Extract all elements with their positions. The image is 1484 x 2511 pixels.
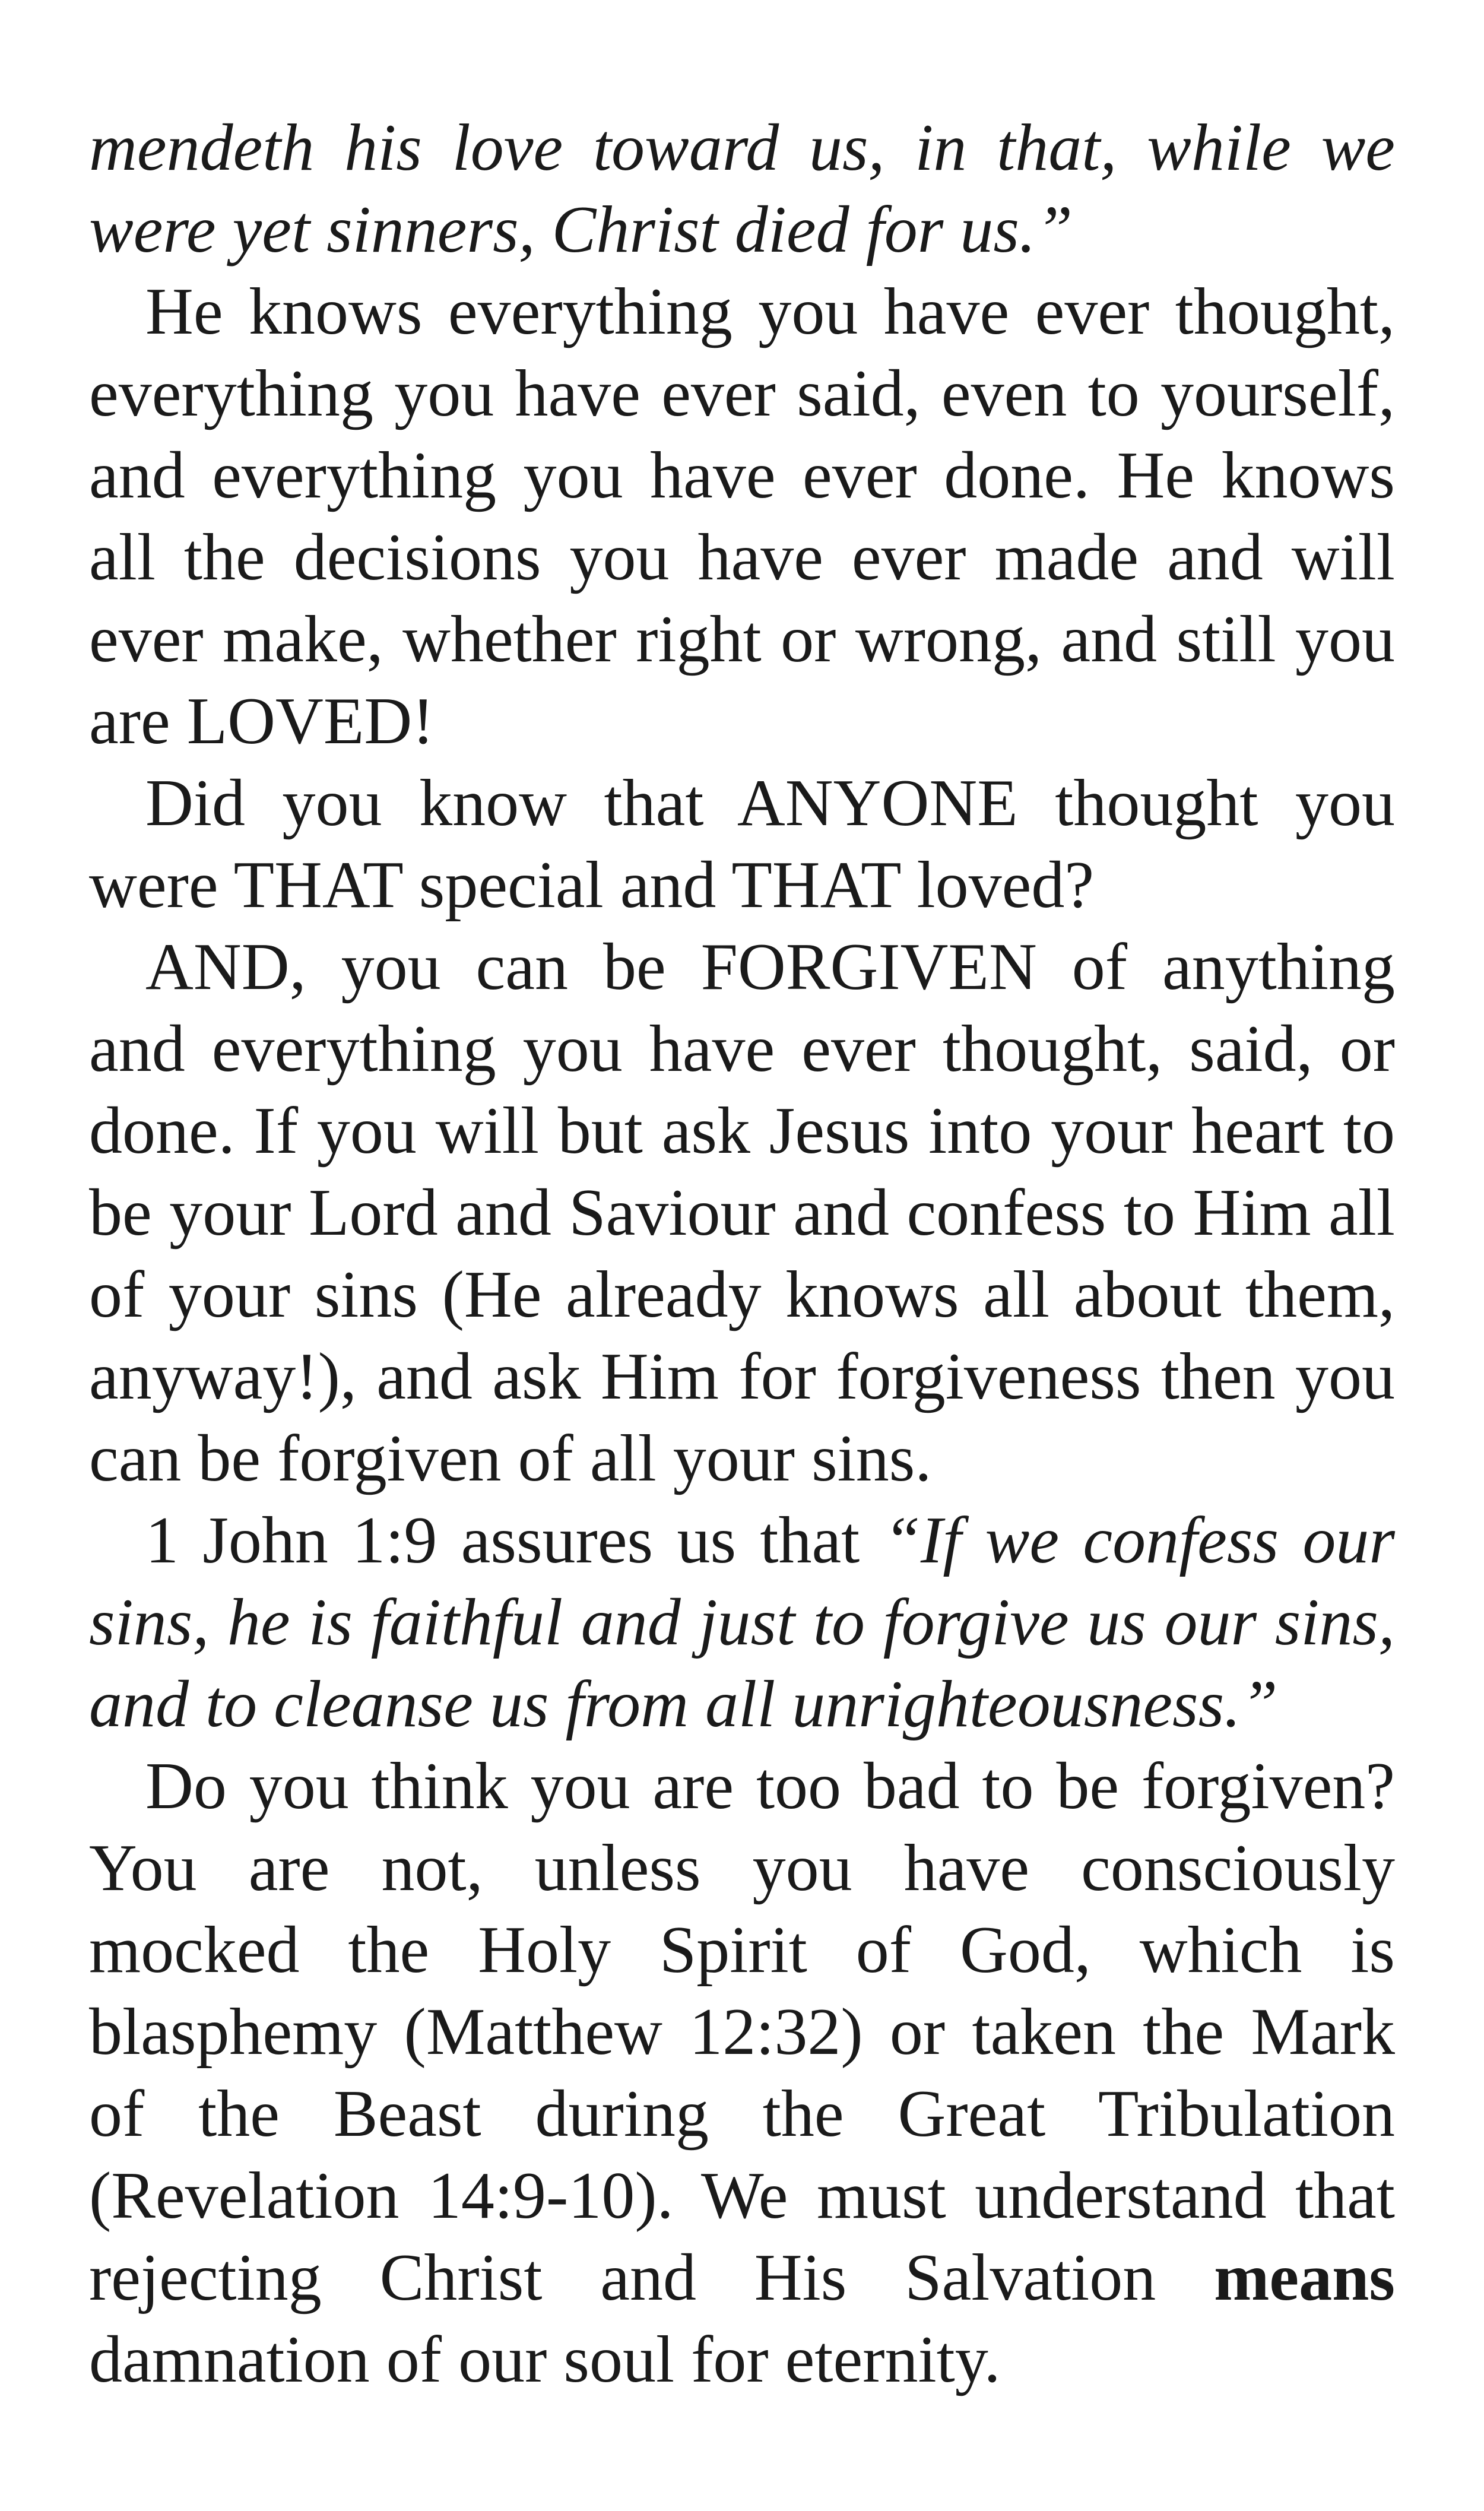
paragraph-text: damnation of our soul for eternity. (89, 2323, 1001, 2396)
paragraph-text: AND, you can be FORGIVEN of anything and everything you have ever thought, said, or done. If you will but ask Jesus into your heart to be your Lord and Saviour and confess to Him all of your sins (He already knows all about them, anyway!), and ask Him for forgiveness then you can be forgiven of all your sins. (89, 930, 1395, 1495)
scripture-quote: mendeth his love toward us, in that, while we were yet sinners, Christ died for us.” (89, 111, 1395, 267)
paragraph-2 (89, 271, 1395, 762)
paragraph-1 (89, 107, 1395, 271)
paragraph-text: Do you think you are too bad to be forgiven? You are not, unless you have consciously mocked the Holy Spirit of God, which is blasphemy (Matthew 12:32) or taken the Mark of the Beast during the Great Tribulation (Revelation 14:9-10). We must understand that rejecting Christ and His Salvation (89, 1749, 1395, 2315)
paragraph-text: 1 John 1:9 assures us that (145, 1504, 884, 1577)
paragraph-3 (89, 762, 1395, 926)
paragraph-text: He knows everything you have ever thought, everything you have ever said, even to yourself, and everything you have ever done. He knows all the decisions you have ever made and will ever make, whether right or wrong, and still you are LOVED! (89, 275, 1395, 758)
document-page (89, 107, 1395, 2401)
paragraph-text: Did you know that ANYONE thought you were THAT special and THAT loved? (89, 766, 1395, 922)
emphasis-text: means (1214, 2241, 1395, 2315)
paragraph-6 (89, 1745, 1395, 2401)
scripture-quote: “If we confess our sins, he is faithful and just to forgive us our sins, and to cleanse us from all unrighteousness.” (89, 1504, 1395, 1741)
paragraph-5 (89, 1499, 1395, 1745)
paragraph-4 (89, 926, 1395, 1499)
